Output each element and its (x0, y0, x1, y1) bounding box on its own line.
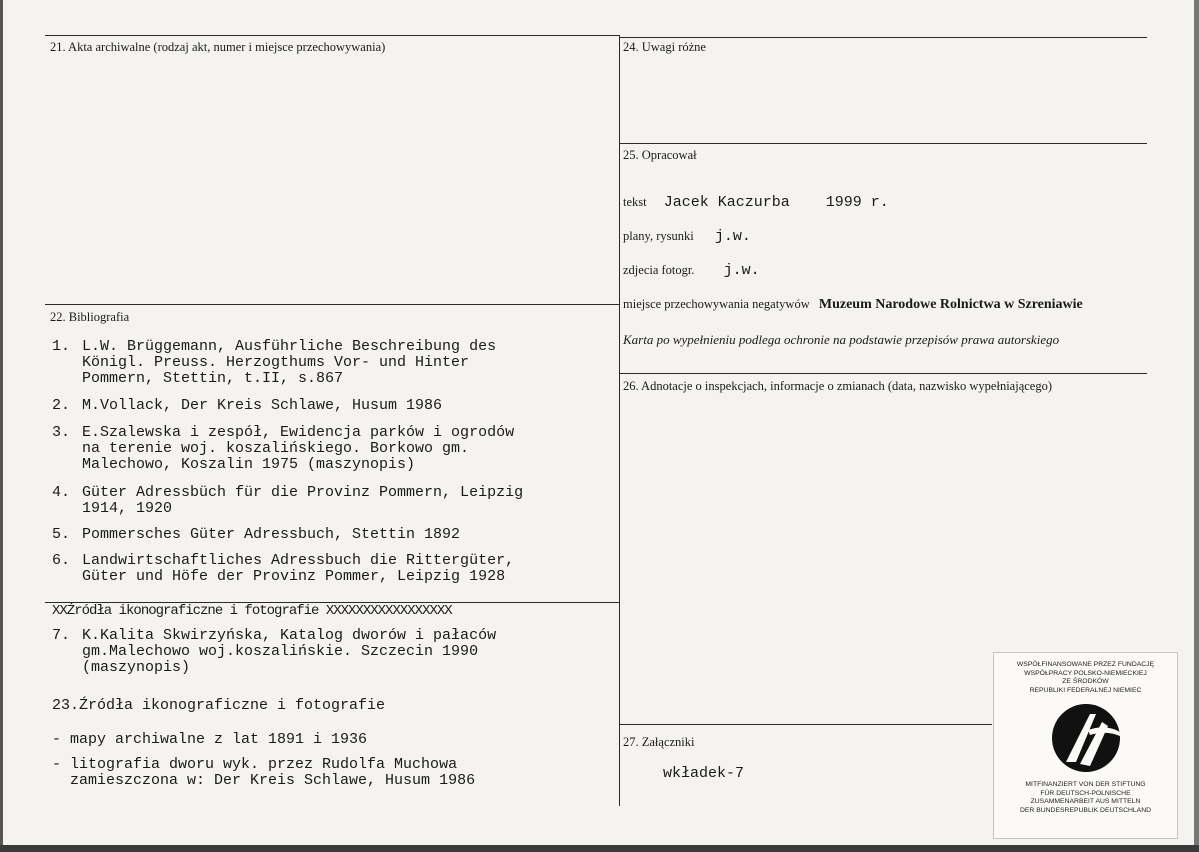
rule-22 (45, 304, 620, 305)
section-22-label: 22. Bibliografia (50, 310, 130, 324)
item-text: E.Szalewska i zespół, Ewidencja parków i ogrodów na terenie woj. koszalińskiego. Borkowo gm. Malechowo, Koszalin 1975 (maszynopis) (82, 424, 515, 473)
section-23-title: 23.Źródła ikonograficzne i fotografie (52, 697, 386, 714)
iconography-item-1: - mapy archiwalne z lat 1891 i 1936 (52, 731, 368, 748)
item-number: 5. (52, 526, 71, 543)
section-27-label: 27. Załączniki (623, 735, 695, 749)
section-26-label: 26. Adnotacje o inspekcjach, informacje o zmianach (data, nazwisko wypełniającego) (623, 379, 1052, 393)
section-24-label: 24. Uwagi różne (623, 40, 706, 54)
item-text: L.W. Brüggemann, Ausführliche Beschreibung des Königl. Preuss. Herzogthums Vor- und Hinter Pommern, Stettin, t.II, s.867 (82, 338, 497, 387)
item-text: Pommersches Güter Adressbuch, Stettin 1892 (82, 526, 461, 543)
field-negatywy (623, 297, 1083, 313)
rule-27 (620, 724, 992, 725)
scan-edge-left (0, 0, 3, 852)
item-number: 7. (52, 627, 71, 644)
field-plany (623, 228, 751, 245)
field-plany-label: plany, rysunki (623, 229, 694, 243)
item-text: K.Kalita Skwirzyńska, Katalog dworów i pałaców gm.Malechowo woj.koszalińskie. Szczecin 1990 (maszynopis) (82, 627, 497, 676)
item-number: 6. (52, 552, 71, 569)
badge-top-text: WSPÓŁFINANSOWANE PRZEZ FUNDACJĘ WSPÓŁPRACY POLSKO-NIEMIECKIEJ ZE ŚRODKÓW REPUBLIKI FEDERALNEJ NIEMIEC (1016, 661, 1155, 694)
item-number: 2. (52, 397, 71, 414)
rule-26 (620, 373, 1147, 374)
section-25-label: 25. Opracował (623, 148, 697, 162)
field-zdjecia (623, 262, 760, 279)
struck-out-line: XXŹródła ikonograficzne i fotografie XXXXXXXXXXXXXXXXX (52, 603, 452, 619)
rule-25 (620, 143, 1147, 144)
top-rule-right (620, 37, 1147, 38)
field-tekst-value: Jacek Kaczurba 1999 r. (663, 194, 889, 211)
item-number: 1. (52, 338, 71, 355)
field-negatywy-value: Muzeum Narodowe Rolnictwa w Szreniawie (818, 297, 1083, 312)
field-tekst-label: tekst (623, 195, 647, 209)
copyright-note: Karta po wypełnieniu podlega ochronie na podstawie przepisów prawa autorskiego (623, 332, 1060, 347)
item-number: 4. (52, 484, 71, 501)
top-rule-left (45, 35, 620, 36)
item-text: Güter Adressbüch für die Provinz Pommern, Leipzig 1914, 1920 (82, 484, 524, 517)
iconography-item-2: - litografia dworu wyk. przez Rudolfa Muchowa zamieszczona w: Der Kreis Schlawe, Husum 1986 (52, 756, 476, 789)
item-text: Landwirtschaftliches Adressbuch die Rittergüter, Güter und Höfe der Provinz Pommer, Leipzig 1928 (82, 552, 515, 585)
scan-edge-right (1194, 0, 1199, 852)
foundation-logo-icon (1050, 702, 1122, 774)
item-text: M.Vollack, Der Kreis Schlawe, Husum 1986 (82, 397, 443, 414)
foundation-badge (993, 652, 1178, 839)
section-21-label: 21. Akta archiwalne (rodzaj akt, numer i miejsce przechowywania) (50, 40, 386, 54)
item-number: 3. (52, 424, 71, 441)
badge-bottom-text: MITFINANZIERT VON DER STIFTUNG FÜR DEUTSCH-POLNISCHE ZUSAMMENARBEIT AUS MITTELN DER BUNDESREPUBLIK DEUTSCHLAND (1019, 781, 1152, 814)
attachments-value: wkładek-7 (663, 765, 745, 782)
center-divider (619, 36, 620, 806)
field-plany-value: j.w. (714, 228, 751, 245)
field-zdjecia-label: zdjecia fotogr. (623, 263, 695, 277)
field-zdjecia-value: j.w. (723, 262, 760, 279)
scan-edge-bottom (0, 845, 1199, 852)
field-negatywy-label: miejsce przechowywania negatywów (623, 297, 810, 311)
field-tekst (623, 194, 889, 211)
